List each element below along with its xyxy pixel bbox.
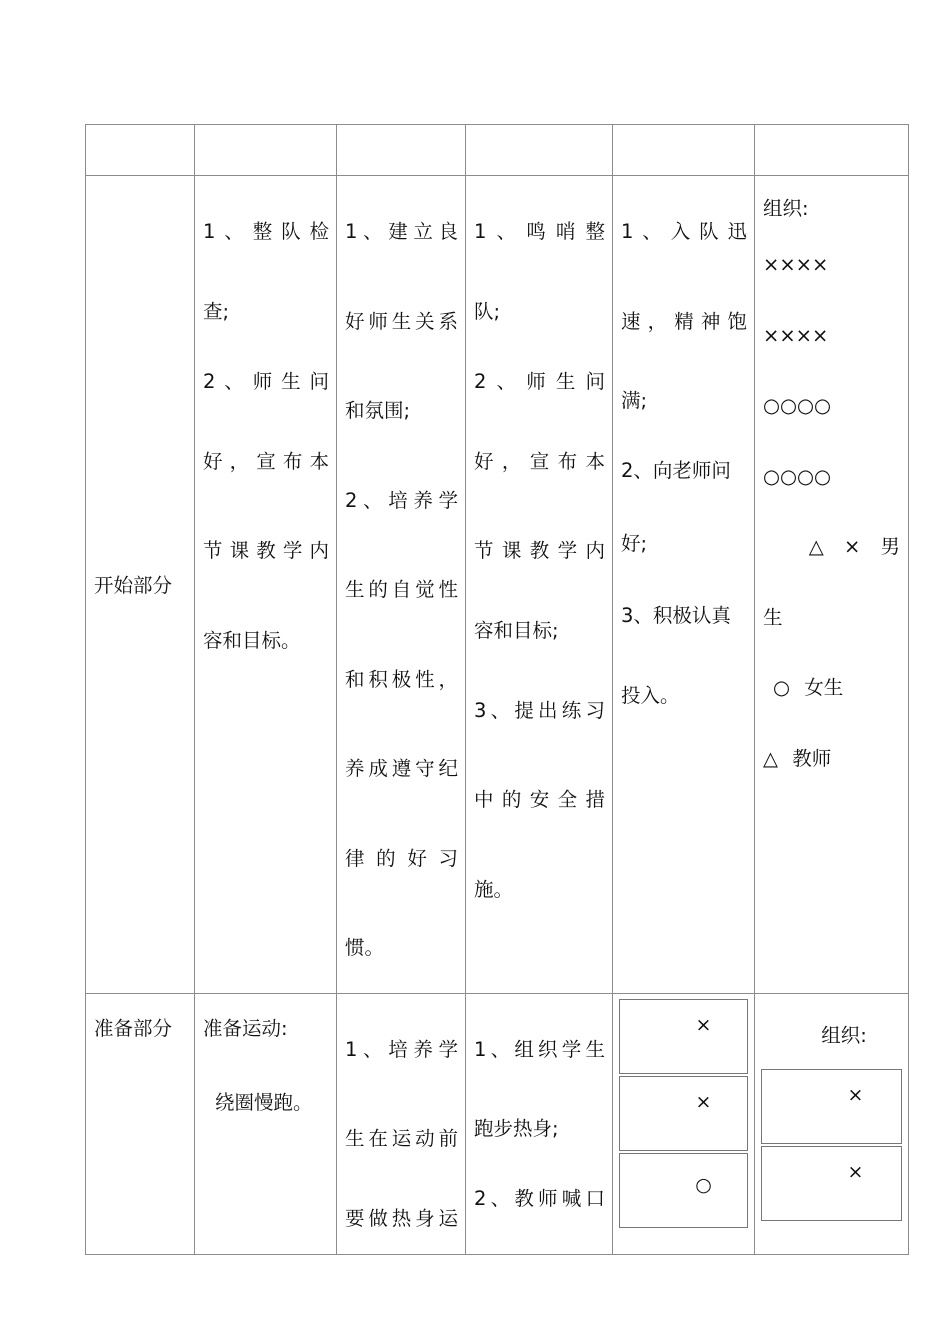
org-label: 组织: (763, 197, 809, 220)
girl-marker: ○ (695, 1173, 712, 1196)
teacher-line: 2、师生问 (474, 369, 605, 393)
goals-line: 好师生关系 (345, 309, 458, 333)
legend-boy-cont: 生 (763, 605, 783, 629)
teacher-line: 队; (474, 299, 501, 323)
boys-row: ×××× (763, 323, 829, 347)
teacher-line: 3、提出练习 (474, 698, 605, 722)
content-line: 好，宣布本 (203, 449, 329, 473)
stage-cell (86, 176, 195, 994)
content-line: 节课教学内 (203, 539, 329, 562)
goals-cell (337, 176, 466, 994)
header-cell (755, 125, 909, 176)
formation-box (619, 1076, 748, 1151)
content-cell (195, 176, 337, 994)
header-cell (466, 125, 613, 176)
teacher-line: 节课教学内 (474, 539, 605, 562)
student-line: 3、积极认真 (621, 604, 731, 627)
teacher-line: 好，宣布本 (474, 449, 605, 473)
legend-girl: ○ 女生 (773, 676, 844, 699)
goals-line: 要做热身运 (345, 1206, 458, 1230)
boy-marker: × (695, 1090, 712, 1113)
teacher-line: 施。 (474, 877, 514, 901)
header-cell (86, 125, 195, 176)
content-line: 1、整队检 (203, 220, 329, 243)
boys-row: ×××× (763, 253, 829, 276)
goals-line: 生的自觉性 (345, 578, 458, 601)
teacher-line: 容和目标; (474, 618, 559, 642)
girls-row: ○○○○ (763, 394, 832, 417)
start-section-row (86, 176, 909, 994)
student-line: 投入。 (621, 684, 680, 707)
goals-cell (337, 993, 466, 1254)
lesson-plan-table (85, 124, 909, 1255)
goals-line: 生在运动前 (345, 1127, 458, 1150)
teacher-line: 2、教师喊口 (474, 1187, 605, 1210)
formation-box (619, 999, 748, 1074)
goals-line: 律的好习 (345, 846, 458, 870)
header-row (86, 125, 909, 176)
boy-marker: × (695, 1013, 712, 1036)
organization-cell (755, 993, 909, 1254)
content-line: 绕圈慢跑。 (215, 1090, 313, 1114)
content-line: 准备运动: (203, 1016, 288, 1040)
boy-marker: × (847, 1160, 864, 1183)
student-line: 速，精神饱 (621, 309, 747, 333)
header-cell (613, 125, 755, 176)
teacher-cell (466, 176, 613, 994)
organization-cell (755, 176, 909, 994)
formation-box (619, 1153, 748, 1228)
goals-line: 和积极性， (345, 667, 458, 691)
teacher-line: 跑步热身; (474, 1117, 559, 1140)
stage-label: 准备部分 (94, 1016, 173, 1040)
student-cell (613, 176, 755, 994)
student-line: 2、向老师问 (621, 459, 731, 482)
formation-box (761, 1146, 902, 1221)
student-cell (613, 993, 755, 1254)
teacher-line: 1、组织学生 (474, 1037, 605, 1061)
org-label: 组织: (821, 1023, 867, 1047)
student-line: 好; (621, 532, 648, 555)
boy-marker: × (847, 1083, 864, 1106)
goals-line: 2、培养学 (345, 488, 458, 512)
header-cell (337, 125, 466, 176)
content-line: 2、师生问 (203, 369, 329, 393)
prep-section-row (86, 993, 909, 1254)
content-line: 容和目标。 (203, 628, 301, 652)
content-line: 查; (203, 299, 230, 323)
formation-box (761, 1069, 902, 1144)
stage-cell (86, 993, 195, 1254)
header-cell (195, 125, 337, 176)
goals-line: 1、培养学 (345, 1037, 458, 1061)
legend-teacher: △ 教师 (763, 746, 832, 770)
girls-row: ○○○○ (763, 464, 832, 488)
teacher-cell (466, 993, 613, 1254)
legend-boy: △ × 男 (808, 535, 900, 558)
teacher-line: 1、鸣哨整 (474, 220, 605, 243)
goals-line: 和氛围; (345, 399, 411, 422)
stage-label: 开始部分 (94, 574, 173, 598)
goals-line: 养成遵守纪 (345, 757, 458, 780)
student-line: 1、入队迅 (621, 220, 747, 243)
goals-line: 1、建立良 (345, 220, 458, 243)
content-cell (195, 993, 337, 1254)
student-line: 满; (621, 389, 648, 412)
goals-line: 惯。 (345, 936, 385, 959)
teacher-line: 中的安全措 (474, 788, 605, 811)
